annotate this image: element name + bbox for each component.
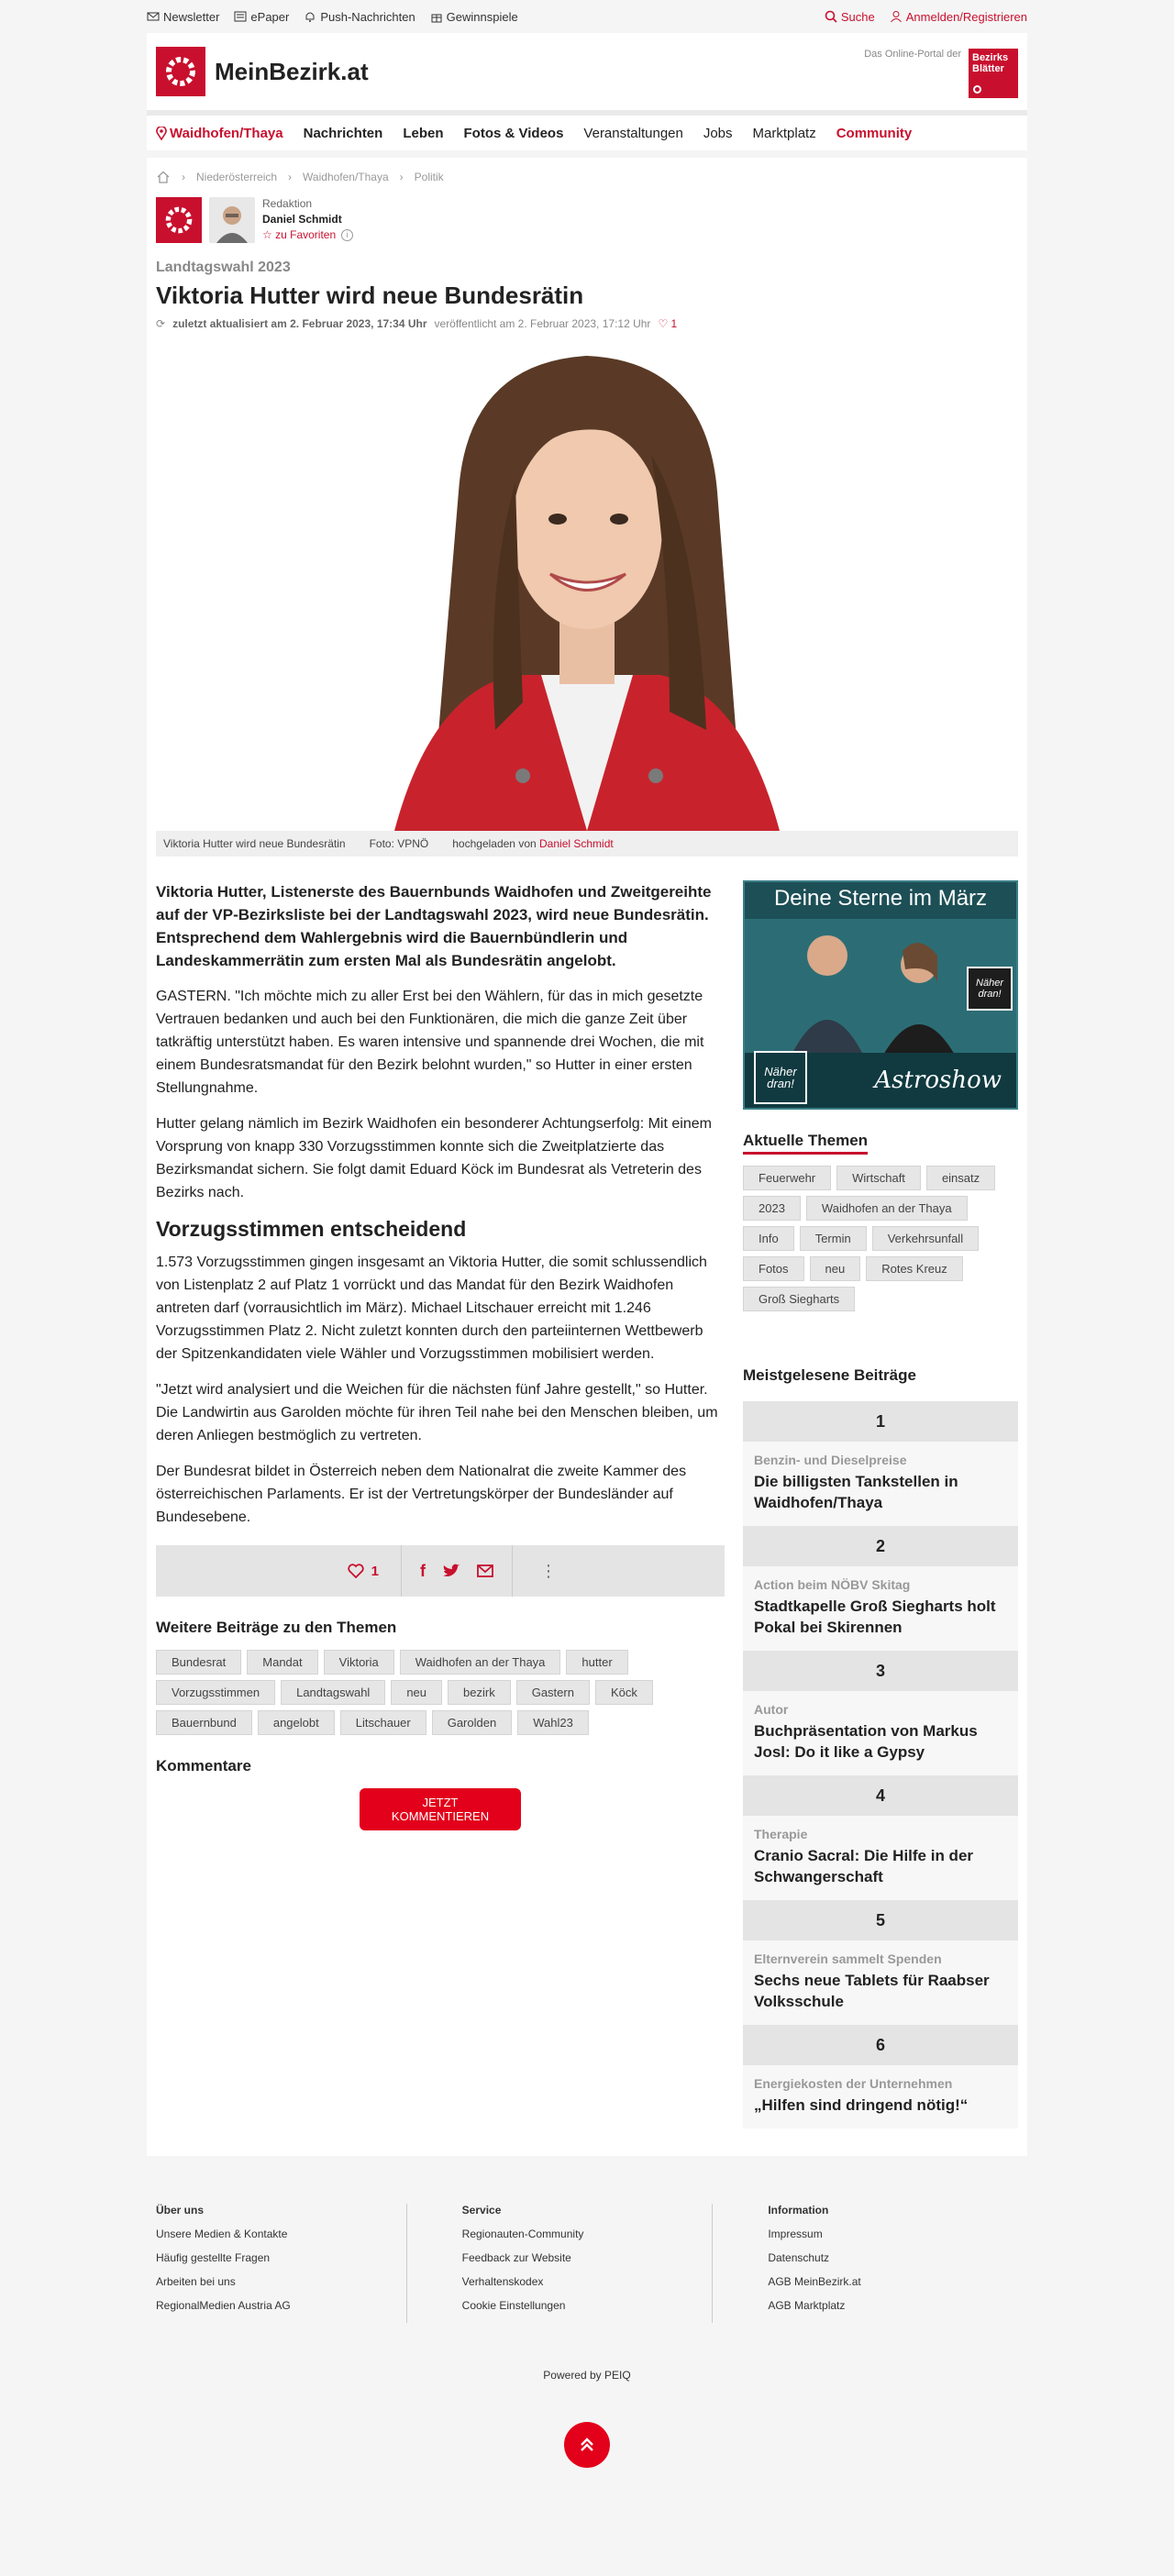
topic-tag[interactable]: Bundesrat — [156, 1650, 241, 1675]
login-label: Anmelden/Registrieren — [905, 9, 1027, 24]
breadcrumb-item[interactable]: Politik — [414, 171, 444, 183]
most-read-kicker: Action beim NÖBV Skitag — [754, 1577, 911, 1592]
footer-link[interactable]: Datenschutz — [768, 2251, 830, 2264]
topic-tag[interactable]: Garolden — [432, 1710, 512, 1735]
search-link[interactable] — [825, 10, 875, 24]
favorite-label: zu Favoriten — [275, 228, 337, 241]
updated-date: zuletzt aktualisiert am 2. Februar 2023, 17:34 Uhr — [172, 317, 427, 330]
author-role: Redaktion — [262, 197, 313, 210]
push-link[interactable] — [304, 10, 415, 24]
article-paragraph: "Jetzt wird analysiert und die Weichen für die nächsten fünf Jahre gestellt," so Hutter. Die Landwirtin aus Garolden möchte für ihren Teil nahe bei den Menschen bleiben, um deren Anliegen bestmöglich zu vertreten. — [156, 1382, 718, 1443]
current-topics-title: Aktuelle Themen — [743, 1132, 868, 1155]
utility-bar — [147, 0, 1027, 33]
topic-tag[interactable]: Fotos — [743, 1256, 804, 1281]
most-read-rank: 4 — [743, 1775, 1018, 1816]
most-read-title-text: Stadtkapelle Groß Siegharts holt Pokal bei Skirennen — [754, 1598, 996, 1636]
topic-tag[interactable]: Rotes Kreuz — [866, 1256, 963, 1281]
newspaper-icon — [234, 10, 247, 23]
footer-column-title: Information — [768, 2204, 829, 2217]
author-name[interactable]: Daniel Schmidt — [262, 213, 342, 226]
footer-link[interactable]: Verhaltenskodex — [461, 2275, 544, 2288]
footer-link[interactable]: Regionauten-Community — [461, 2228, 584, 2240]
topic-tag[interactable]: Wahl23 — [517, 1710, 589, 1735]
gewinnspiele-label: Gewinnspiele — [446, 9, 518, 24]
epaper-label: ePaper — [250, 9, 290, 24]
topic-tag[interactable]: neu — [391, 1680, 442, 1705]
nav-item-community[interactable]: Community — [836, 125, 913, 141]
bezirksblaetter-logo[interactable] — [969, 49, 1018, 98]
article-paragraph: Der Bundesrat bildet in Österreich neben dem Nationalrat die zweite Kammer des österreichischen Parlaments. Er ist der Vertretungskörper der Bundesländer auf Bundesebene. — [156, 1464, 687, 1525]
article-actions — [156, 1545, 725, 1597]
powered-by: Powered by PEIQ — [543, 2369, 631, 2382]
bb-logo-line1: Bezirks — [972, 52, 1009, 63]
most-read-item[interactable] — [743, 1940, 1018, 2025]
caption-text: Viktoria Hutter wird neue Bundesrätin — [163, 837, 346, 850]
most-read-section — [743, 1366, 1018, 2128]
likes-counter[interactable] — [658, 317, 677, 330]
topic-tag[interactable]: Groß Siegharts — [743, 1287, 855, 1311]
topic-tag[interactable]: einsatz — [926, 1166, 995, 1190]
newsletter-label: Newsletter — [163, 9, 220, 24]
most-read-item[interactable] — [743, 1816, 1018, 1900]
topic-tag[interactable]: angelobt — [258, 1710, 335, 1735]
author-info — [262, 196, 353, 243]
topic-tag[interactable]: Mandat — [247, 1650, 317, 1675]
topic-tag[interactable]: Feuerwehr — [743, 1166, 831, 1190]
bb-logo-line2: Blätter — [972, 63, 1004, 74]
caption-uploaded-label: hochgeladen von — [452, 837, 537, 850]
image-caption — [156, 831, 1018, 857]
footer-column-title: Service — [461, 2204, 502, 2217]
nav-item-nachrichten[interactable]: Nachrichten — [303, 125, 383, 141]
footer-link[interactable]: RegionalMedien Austria AG — [156, 2299, 291, 2312]
ad-badge: Näher dran! — [754, 1051, 807, 1104]
home-icon[interactable] — [156, 171, 171, 183]
most-read-item[interactable] — [743, 1566, 1018, 1651]
star-icon: ☆ — [262, 228, 272, 241]
nav-item-jobs[interactable]: Jobs — [703, 125, 733, 141]
most-read-item[interactable] — [743, 2065, 1018, 2128]
article-body — [156, 880, 725, 2128]
most-read-title: Meistgelesene Beiträge — [743, 1366, 916, 1384]
share-buttons — [402, 1545, 513, 1597]
site-logo[interactable] — [156, 47, 369, 96]
topic-tag[interactable]: Termin — [800, 1226, 867, 1251]
epaper-link[interactable] — [234, 10, 289, 24]
author-box — [156, 196, 1018, 243]
topic-tag[interactable]: Waidhofen an der Thaya — [400, 1650, 561, 1675]
breadcrumb — [156, 171, 1018, 183]
footer-link[interactable]: Cookie Einstellungen — [461, 2299, 566, 2312]
topic-tag[interactable]: Litschauer — [340, 1710, 426, 1735]
published-date: veröffentlicht am 2. Februar 2023, 17:12 Uhr — [434, 317, 651, 330]
article-subheading: Vorzugsstimmen entscheidend — [156, 1217, 467, 1241]
more-topics-tags — [156, 1650, 725, 1735]
footer-column-title: Über uns — [156, 2204, 205, 2217]
article-paragraph: 1.573 Vorzugsstimmen gingen insgesamt an Viktoria Hutter, die somit schlussendlich von Listenplatz 2 auf Platz 1 vorrückt und das Mandat für den Bezirk Waidhofen antreten darf (vorrausichtlich im März). Michael Litschauer erreicht mit 1.246 Vorzugsstimmen Platz 2. Nicht zuletzt konnten durch den parteiinternen Wettbewerb der Spitzenkandidaten viele Wähler und Vorzugsstimmen mobilisiert werden. — [156, 1255, 707, 1362]
nav-location-label: Waidhofen/Thaya — [170, 125, 283, 141]
user-icon — [890, 10, 903, 23]
most-read-kicker: Benzin- und Dieselpreise — [754, 1453, 907, 1467]
topic-tag[interactable]: Waidhofen an der Thaya — [806, 1196, 968, 1221]
topic-tag[interactable]: Vorzugsstimmen — [156, 1680, 275, 1705]
most-read-kicker: Energiekosten der Unternehmen — [754, 2076, 953, 2091]
most-read-title-text: Cranio Sacral: Die Hilfe in der Schwangerschaft — [754, 1847, 974, 1885]
breadcrumb-separator-icon: › — [288, 171, 293, 183]
footer-link[interactable]: Häufig gestellte Fragen — [156, 2251, 271, 2264]
like-button[interactable] — [156, 1545, 402, 1597]
caption-photo-credit: Foto: VPNÖ — [369, 837, 429, 850]
more-topics-title: Weitere Beiträge zu den Themen — [156, 1619, 397, 1636]
article-meta — [156, 317, 1018, 330]
topic-tag[interactable]: Viktoria — [324, 1650, 394, 1675]
push-label: Push-Nachrichten — [320, 9, 415, 24]
topic-tag[interactable]: Info — [743, 1226, 794, 1251]
facebook-icon[interactable]: f — [420, 1561, 426, 1580]
bell-icon — [304, 10, 316, 23]
heart-icon: ♡ — [658, 317, 669, 330]
mail-icon[interactable] — [477, 1564, 493, 1577]
scroll-to-top-button[interactable] — [564, 2422, 610, 2468]
most-read-title-text: Buchpräsentation von Markus Josl: Do it like a Gypsy — [754, 1722, 978, 1761]
topic-tag[interactable]: Bauernbund — [156, 1710, 252, 1735]
newsletter-link[interactable] — [147, 10, 219, 24]
most-read-title-text: Die billigsten Tankstellen in Waidhofen/Thaya — [754, 1473, 958, 1511]
ad-show-label: Astroshow — [745, 1053, 1016, 1108]
topic-tag[interactable]: Verkehrsunfall — [872, 1226, 979, 1251]
article-paragraph: GASTERN. "Ich möchte mich zu aller Erst bei den Wählern, für das in mich gesetzte Vertrauen bedanken und auch bei den Funktionären, die mich die ganze Zeit über tatkräftig unterstützt haben. Es waren intensive und spannende drei Wochen, die mit einem Bundesratsmandat für den Bezirk belohnt wurden," so Hutter in einer ersten Stellungnahme. — [156, 989, 704, 1096]
hero-image[interactable] — [156, 345, 1018, 831]
double-chevron-up-icon — [577, 2435, 597, 2455]
nav-location[interactable] — [156, 126, 283, 141]
footer-link[interactable]: Unsere Medien & Kontakte — [156, 2228, 288, 2240]
most-read-rank: 5 — [743, 1900, 1018, 1940]
topic-tag[interactable]: Gastern — [516, 1680, 590, 1705]
comments-title: Kommentare — [156, 1757, 251, 1774]
gewinnspiele-link[interactable] — [430, 10, 518, 24]
brand-name: MeinBezirk.at — [215, 57, 369, 85]
topic-tag[interactable]: Landtagswahl — [281, 1680, 385, 1705]
footer-column-information — [712, 2204, 1018, 2323]
search-label: Suche — [840, 9, 875, 24]
envelope-icon — [147, 10, 160, 23]
page-title: Viktoria Hutter wird neue Bundesrätin — [156, 282, 584, 309]
footer-link[interactable]: AGB MeinBezirk.at — [768, 2275, 861, 2288]
comment-button[interactable]: JETZT KOMMENTIEREN — [360, 1788, 521, 1830]
most-read-rank: 3 — [743, 1651, 1018, 1691]
author-logo-icon — [156, 197, 202, 243]
location-pin-icon — [156, 127, 167, 140]
topic-tag[interactable]: Köck — [595, 1680, 653, 1705]
site-header — [147, 33, 1027, 110]
nav-item-leben[interactable]: Leben — [403, 125, 444, 141]
info-icon[interactable]: i — [341, 229, 353, 241]
current-topics-tags — [743, 1166, 1018, 1311]
page-content — [147, 158, 1027, 2156]
most-read-title-text: „Hilfen sind dringend nötig!“ — [754, 2096, 969, 2114]
most-read-title-text: Sechs neue Tablets für Raabser Volksschule — [754, 1972, 990, 2010]
footer-column-about — [156, 2204, 406, 2323]
heart-icon — [348, 1564, 364, 1578]
portal-info — [864, 45, 1018, 98]
content-columns — [156, 880, 1018, 2128]
most-read-rank: 1 — [743, 1401, 1018, 1442]
breadcrumb-separator-icon: › — [399, 171, 404, 183]
most-read-kicker: Elternverein sammelt Spenden — [754, 1951, 942, 1966]
footer-link[interactable]: AGB Marktplatz — [768, 2299, 846, 2312]
topic-tag[interactable]: neu — [810, 1256, 861, 1281]
topic-tag[interactable]: 2023 — [743, 1196, 801, 1221]
search-icon — [825, 10, 837, 23]
most-read-kicker: Autor — [754, 1702, 789, 1717]
twitter-icon[interactable] — [442, 1564, 460, 1578]
article-lead: Viktoria Hutter, Listenerste des Bauernbunds Waidhofen und Zweitgereihte auf der VP-Bezirksliste bei der Landtagswahl 2023, wird neue Bundesrätin. Entsprechend dem Wahlergebnis wird die Bauernbündlerin und Landeskammerrätin zum ersten Mal als Bundesrätin angelobt. — [156, 883, 712, 969]
bb-dot-icon — [973, 85, 981, 94]
refresh-icon: ⟳ — [156, 317, 166, 330]
portrait-image — [156, 345, 1018, 831]
most-read-item[interactable] — [743, 1442, 1018, 1526]
gift-icon — [430, 10, 443, 23]
article-kicker: Landtagswahl 2023 — [156, 260, 291, 275]
article-paragraph: Hutter gelang nämlich im Bezirk Waidhofen ein besonderer Achtungserfolg: Mit einem Vorsprung von knapp 330 Vorzugsstimmen konnte sich die Zweitplatzierte das Bezirksmandat sichern. Sie folgt damit Eduard Köck im Bundesrat als Vetreterin des Bezirks nach. — [156, 1116, 712, 1200]
most-read-rank: 6 — [743, 2025, 1018, 2065]
avatar[interactable] — [209, 197, 255, 243]
footer-link[interactable]: Arbeiten bei uns — [156, 2275, 236, 2288]
footer-link[interactable]: Impressum — [768, 2228, 823, 2240]
ad-corner-badge: Näher dran! — [967, 967, 1013, 1011]
most-read-rank: 2 — [743, 1526, 1018, 1566]
ad-title: Deine Sterne im März — [773, 886, 988, 911]
breadcrumb-item[interactable]: Niederösterreich — [196, 171, 278, 183]
ad-banner[interactable] — [743, 880, 1018, 1110]
nav-item-marktplatz[interactable]: Marktplatz — [752, 125, 816, 141]
nav-item-fotos-videos[interactable]: Fotos & Videos — [463, 125, 564, 141]
footer-link[interactable]: Feedback zur Website — [461, 2251, 571, 2264]
sidebar — [743, 880, 1018, 2128]
most-read-item[interactable] — [743, 1691, 1018, 1775]
topic-tag[interactable]: Wirtschaft — [836, 1166, 921, 1190]
caption-uploader-link[interactable]: Daniel Schmidt — [539, 837, 614, 850]
nav-item-veranstaltungen[interactable]: Veranstaltungen — [583, 125, 683, 141]
favorite-button[interactable] — [262, 227, 336, 243]
breadcrumb-item[interactable]: Waidhofen/Thaya — [303, 171, 389, 183]
like-count: 1 — [371, 1563, 379, 1579]
portal-text: Das Online-Portal der — [864, 49, 961, 60]
most-read-kicker: Therapie — [754, 1827, 808, 1841]
likes-count: 1 — [670, 317, 678, 330]
more-options-icon[interactable]: ⋮ — [540, 1561, 557, 1580]
topic-tag[interactable]: bezirk — [448, 1680, 511, 1705]
breadcrumb-separator-icon: › — [182, 171, 185, 183]
logo-icon — [156, 47, 205, 96]
site-footer — [0, 2156, 1174, 2504]
footer-column-service — [406, 2204, 713, 2323]
login-link[interactable] — [890, 10, 1027, 24]
main-nav — [147, 110, 1027, 150]
topic-tag[interactable]: hutter — [566, 1650, 627, 1675]
